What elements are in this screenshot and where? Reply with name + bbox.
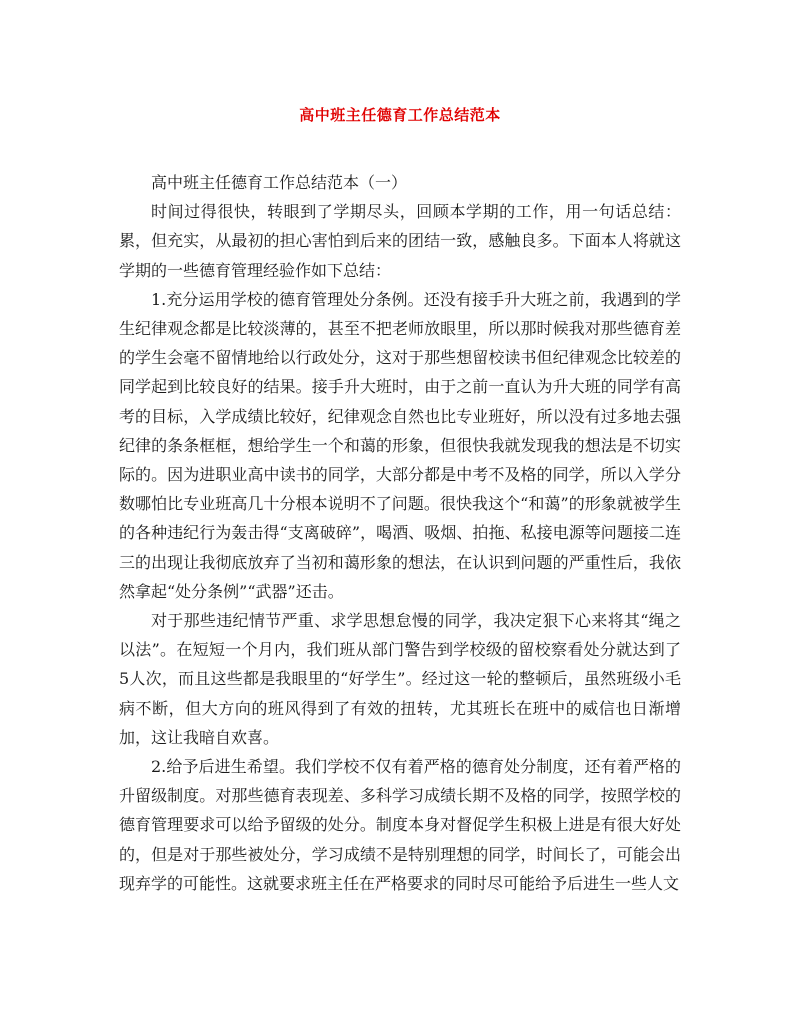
- document-body: [119, 168, 681, 898]
- section-heading: 高中班主任德育工作总结范本（一）: [151, 173, 408, 192]
- document-title: 高中班主任德育工作总结范本: [299, 106, 501, 124]
- paragraph-point-2: 2.给予后进生希望。我们学校不仅有着严格的德育处分制度，还有着严格的升留级制度。对那些德育表现差、多科学习成绩长期不及格的同学，按照学校的德育管理要求可以给予留级的处分。制度本身对督促学生积极上进是有很大好处的，但是对于那些被处分，学习成绩不是特别理想的同学，时间长了，可能会出现弃学的可能性。这就要求班主任在严格要求的同时尽可能给予后进生一些人文: [119, 757, 681, 893]
- paragraph-point-1-continued: 对于那些违纪情节严重、求学思想怠慢的同学，我决定狠下心来将其“绳之以法”。在短短一个月内，我们班从部门警告到学校级的留校察看处分就达到了5人次，而且这些都是我眼里的“好学生”。经过这一轮的整顿后，虽然班级小毛病不断，但大方向的班风得到了有效的扭转，尤其班长在班中的威信也日渐增加，这让我暗自欢喜。: [119, 611, 681, 747]
- paragraph-intro: 时间过得很快，转眼到了学期尽头，回顾本学期的工作，用一句话总结：累，但充实，从最初的担心害怕到后来的团结一致，感触良多。下面本人将就这学期的一些德育管理经验作如下总结：: [119, 202, 681, 280]
- paragraph-point-1: 1.充分运用学校的德育管理处分条例。还没有接手升大班之前，我遇到的学生纪律观念都是比较淡薄的，甚至不把老师放眼里，所以那时候我对那些德育差的学生会毫不留情地给以行政处分，这对于那些想留校读书但纪律观念比较差的同学起到比较良好的结果。接手升大班时，由于之前一直认为升大班的同学有高考的目标，入学成绩比较好，纪律观念自然也比专业班好，所以没有过多地去强纪律的条条框框，想给学生一个和蔼的形象，但很快我就发现我的想法是不切实际的。因为进职业高中读书的同学，大部分都是中考不及格的同学，所以入学分数哪怕比专业班高几十分根本说明不了问题。很快我这个“和蔼”的形象就被学生的各种违纪行为轰击得“支离破碎”，喝酒、吸烟、拍拖、私接电源等问题接二连三的出现让我彻底放弃了当初和蔼形象的想法，在认识到问题的严重性后，我依然拿起“处分条例”“武器”还击。: [119, 289, 681, 601]
